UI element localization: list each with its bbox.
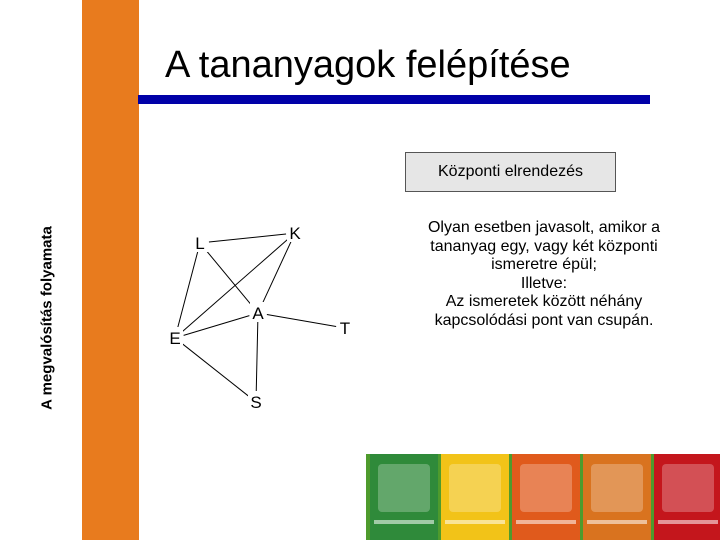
description-line: Olyan esetben javasolt, amikor a (427, 219, 661, 236)
diagram-edge-L-E (177, 252, 197, 330)
diagram-node-A: A (252, 304, 264, 323)
description-line: tananyag egy, vagy két központi (430, 237, 658, 255)
logo-caption-bar (374, 520, 434, 524)
logo-tile-2 (441, 454, 509, 540)
description-line: Az ismeretek között néhány (445, 293, 643, 311)
diagram-node-T: T (339, 319, 351, 338)
diagram-node-E: E (169, 329, 181, 348)
logo-caption-bar (445, 520, 505, 524)
partner-logo-strip (366, 454, 720, 540)
logo-caption-bar (516, 520, 576, 524)
logo-caption-bar (658, 520, 718, 524)
logo-picture-icon (378, 464, 430, 512)
description-line: kapcsolódási pont van csupán. (434, 311, 654, 329)
logo-picture-icon (662, 464, 714, 512)
page-title: A tananyagok felépítése (165, 44, 571, 86)
logo-tile-5 (654, 454, 720, 540)
logo-caption-bar (587, 520, 647, 524)
diagram-edge-A-S (256, 322, 258, 393)
diagram-edge-E-A (184, 316, 250, 336)
logo-tile-1 (370, 454, 438, 540)
diagram-edge-L-K (209, 234, 286, 242)
logo-tile-3 (512, 454, 580, 540)
diagram-edge-L-A (206, 250, 253, 306)
logo-picture-icon (449, 464, 501, 512)
diagram-node-K: K (289, 224, 301, 243)
subtitle-text: Központi elrendezés (438, 163, 583, 180)
diagram-node-L: L (195, 234, 205, 253)
description-line: Illetve: (520, 274, 568, 292)
diagram-edge-A-T (267, 315, 336, 327)
logo-tile-4 (583, 454, 651, 540)
side-label: A megvalósítás folyamata (38, 226, 56, 410)
logo-picture-icon (591, 464, 643, 512)
diagram-edge-E-S (182, 344, 249, 397)
logo-picture-icon (520, 464, 572, 512)
diagram-node-S: S (250, 393, 262, 412)
description-line: ismeretre épül; (491, 256, 597, 274)
diagram-edge-K-A (262, 241, 291, 305)
